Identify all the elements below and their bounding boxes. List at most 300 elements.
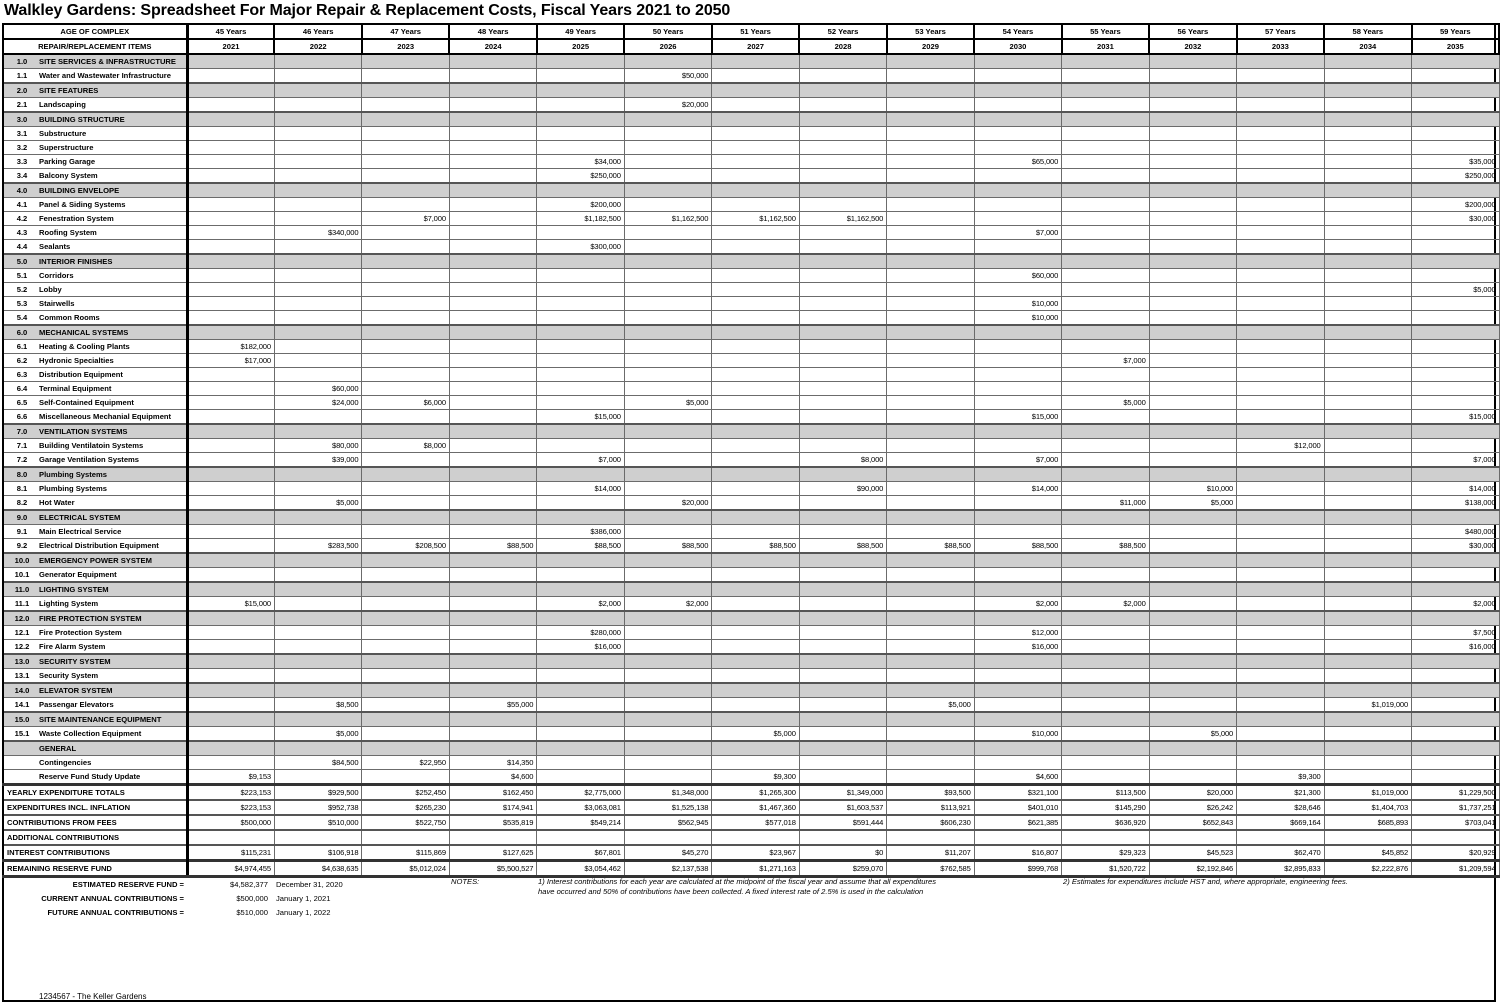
cost-cell[interactable]: [624, 141, 711, 155]
cost-cell[interactable]: [1237, 198, 1324, 212]
summary-cell[interactable]: $549,214: [537, 815, 624, 830]
cost-cell[interactable]: [974, 127, 1061, 141]
cost-cell[interactable]: [887, 354, 974, 368]
cost-cell[interactable]: [1149, 698, 1236, 713]
cost-cell[interactable]: [1237, 83, 1324, 98]
cost-cell[interactable]: $5,000: [1149, 727, 1236, 742]
summary-cell[interactable]: $127,625: [449, 845, 536, 861]
cost-cell[interactable]: [1237, 226, 1324, 240]
cost-cell[interactable]: [362, 283, 449, 297]
cost-cell[interactable]: [974, 396, 1061, 410]
cost-cell[interactable]: [1412, 240, 1499, 255]
cost-cell[interactable]: [1149, 311, 1236, 326]
cost-cell[interactable]: [712, 525, 799, 539]
cost-cell[interactable]: [1237, 525, 1324, 539]
summary-cell[interactable]: $223,153: [187, 785, 274, 801]
cost-cell[interactable]: [1149, 269, 1236, 283]
cost-cell[interactable]: [1324, 283, 1411, 297]
cost-cell[interactable]: [449, 155, 536, 169]
cost-cell[interactable]: [712, 467, 799, 482]
cost-cell[interactable]: [1062, 756, 1149, 770]
cost-cell[interactable]: [1324, 269, 1411, 283]
cost-cell[interactable]: $88,500: [624, 539, 711, 554]
cost-cell[interactable]: [712, 183, 799, 198]
cost-cell[interactable]: [624, 698, 711, 713]
cost-cell[interactable]: [1149, 611, 1236, 626]
cost-cell[interactable]: [1412, 698, 1499, 713]
cost-cell[interactable]: [799, 54, 886, 69]
cost-cell[interactable]: [449, 112, 536, 127]
cost-cell[interactable]: [362, 626, 449, 640]
cost-cell[interactable]: [799, 510, 886, 525]
cost-cell[interactable]: [1149, 453, 1236, 468]
cost-cell[interactable]: [537, 311, 624, 326]
cost-cell[interactable]: [187, 698, 274, 713]
cost-cell[interactable]: [1324, 340, 1411, 354]
summary-cell[interactable]: $265,230: [362, 800, 449, 815]
cost-cell[interactable]: [624, 568, 711, 583]
cost-cell[interactable]: [187, 482, 274, 496]
cost-cell[interactable]: [1237, 212, 1324, 226]
cost-cell[interactable]: [187, 69, 274, 84]
cost-cell[interactable]: [712, 568, 799, 583]
cost-cell[interactable]: [362, 354, 449, 368]
cost-cell[interactable]: $16,000: [1412, 640, 1499, 655]
cost-cell[interactable]: [799, 770, 886, 785]
cost-cell[interactable]: [799, 424, 886, 439]
cost-cell[interactable]: [1237, 183, 1324, 198]
cost-cell[interactable]: [274, 611, 361, 626]
cost-cell[interactable]: $30,000: [1412, 212, 1499, 226]
cost-cell[interactable]: [1149, 112, 1236, 127]
cost-cell[interactable]: [1062, 54, 1149, 69]
cost-cell[interactable]: [1149, 683, 1236, 698]
summary-cell[interactable]: $11,207: [887, 845, 974, 861]
cost-cell[interactable]: [362, 98, 449, 113]
cost-cell[interactable]: [187, 410, 274, 425]
cost-cell[interactable]: [1149, 254, 1236, 269]
cost-cell[interactable]: [712, 382, 799, 396]
cost-cell[interactable]: [1412, 654, 1499, 669]
summary-cell[interactable]: [187, 830, 274, 845]
cost-cell[interactable]: [887, 198, 974, 212]
cost-cell[interactable]: [274, 240, 361, 255]
summary-cell[interactable]: $223,153: [187, 800, 274, 815]
cost-cell[interactable]: [799, 127, 886, 141]
cost-cell[interactable]: [974, 54, 1061, 69]
cost-cell[interactable]: [1412, 83, 1499, 98]
cost-cell[interactable]: $88,500: [1062, 539, 1149, 554]
cost-cell[interactable]: [187, 467, 274, 482]
cost-cell[interactable]: $5,000: [1412, 283, 1499, 297]
summary-cell[interactable]: $113,500: [1062, 785, 1149, 801]
cost-cell[interactable]: [1412, 311, 1499, 326]
cost-cell[interactable]: [624, 525, 711, 539]
cost-cell[interactable]: [537, 424, 624, 439]
cost-cell[interactable]: [624, 240, 711, 255]
cost-cell[interactable]: [1149, 169, 1236, 184]
cost-cell[interactable]: [187, 155, 274, 169]
cost-cell[interactable]: [887, 141, 974, 155]
cost-cell[interactable]: [624, 439, 711, 453]
cost-cell[interactable]: [974, 439, 1061, 453]
cost-cell[interactable]: [362, 83, 449, 98]
cost-cell[interactable]: [362, 568, 449, 583]
cost-cell[interactable]: [537, 467, 624, 482]
cost-cell[interactable]: [1237, 597, 1324, 612]
cost-cell[interactable]: [274, 169, 361, 184]
cost-cell[interactable]: [974, 283, 1061, 297]
cost-cell[interactable]: [712, 424, 799, 439]
cost-cell[interactable]: [1412, 141, 1499, 155]
summary-cell[interactable]: $591,444: [799, 815, 886, 830]
cost-cell[interactable]: [362, 698, 449, 713]
cost-cell[interactable]: [362, 453, 449, 468]
cost-cell[interactable]: [187, 141, 274, 155]
cost-cell[interactable]: [799, 410, 886, 425]
summary-cell[interactable]: $1,603,537: [799, 800, 886, 815]
cost-cell[interactable]: $80,000: [274, 439, 361, 453]
cost-cell[interactable]: [799, 254, 886, 269]
cost-cell[interactable]: [1324, 382, 1411, 396]
cost-cell[interactable]: [1412, 467, 1499, 482]
cost-cell[interactable]: [1324, 553, 1411, 568]
cost-cell[interactable]: [1237, 112, 1324, 127]
cost-cell[interactable]: [1149, 98, 1236, 113]
cost-cell[interactable]: [1237, 340, 1324, 354]
cost-cell[interactable]: [537, 269, 624, 283]
cost-cell[interactable]: [537, 396, 624, 410]
cost-cell[interactable]: [1149, 712, 1236, 727]
cost-cell[interactable]: [1237, 127, 1324, 141]
cost-cell[interactable]: $200,000: [1412, 198, 1499, 212]
cost-cell[interactable]: [712, 155, 799, 169]
cost-cell[interactable]: [274, 311, 361, 326]
cost-cell[interactable]: [1062, 269, 1149, 283]
cost-cell[interactable]: [887, 568, 974, 583]
cost-cell[interactable]: [449, 254, 536, 269]
cost-cell[interactable]: $90,000: [799, 482, 886, 496]
cost-cell[interactable]: [1149, 127, 1236, 141]
cost-cell[interactable]: $60,000: [274, 382, 361, 396]
cost-cell[interactable]: [449, 382, 536, 396]
cost-cell[interactable]: [974, 525, 1061, 539]
cost-cell[interactable]: [887, 597, 974, 612]
cost-cell[interactable]: [1237, 354, 1324, 368]
cost-cell[interactable]: [537, 98, 624, 113]
cost-cell[interactable]: [362, 183, 449, 198]
summary-cell[interactable]: $4,974,455: [187, 861, 274, 877]
cost-cell[interactable]: [274, 553, 361, 568]
cost-cell[interactable]: $7,000: [537, 453, 624, 468]
cost-cell[interactable]: [1237, 141, 1324, 155]
cost-cell[interactable]: $9,153: [187, 770, 274, 785]
cost-cell[interactable]: [274, 183, 361, 198]
cost-cell[interactable]: [712, 311, 799, 326]
cost-cell[interactable]: [799, 198, 886, 212]
summary-cell[interactable]: [1149, 830, 1236, 845]
cost-cell[interactable]: [1412, 669, 1499, 684]
summary-cell[interactable]: [1062, 830, 1149, 845]
summary-cell[interactable]: $510,000: [274, 815, 361, 830]
cost-cell[interactable]: [449, 340, 536, 354]
cost-cell[interactable]: $1,162,500: [712, 212, 799, 226]
summary-cell[interactable]: $45,270: [624, 845, 711, 861]
cost-cell[interactable]: $4,600: [449, 770, 536, 785]
cost-cell[interactable]: [887, 269, 974, 283]
cost-cell[interactable]: $14,000: [537, 482, 624, 496]
cost-cell[interactable]: [887, 340, 974, 354]
cost-cell[interactable]: [274, 254, 361, 269]
cost-cell[interactable]: [712, 283, 799, 297]
cost-cell[interactable]: [1237, 410, 1324, 425]
cost-cell[interactable]: [537, 354, 624, 368]
cost-cell[interactable]: [1324, 482, 1411, 496]
cost-cell[interactable]: [187, 553, 274, 568]
cost-cell[interactable]: [537, 727, 624, 742]
cost-cell[interactable]: [624, 382, 711, 396]
cost-cell[interactable]: [887, 69, 974, 84]
cost-cell[interactable]: [1324, 640, 1411, 655]
summary-cell[interactable]: $0: [799, 845, 886, 861]
cost-cell[interactable]: [1237, 283, 1324, 297]
cost-cell[interactable]: [449, 311, 536, 326]
cost-cell[interactable]: [362, 582, 449, 597]
cost-cell[interactable]: [974, 254, 1061, 269]
cost-cell[interactable]: [362, 712, 449, 727]
cost-cell[interactable]: [537, 770, 624, 785]
cost-cell[interactable]: [1324, 727, 1411, 742]
cost-cell[interactable]: [187, 127, 274, 141]
cost-cell[interactable]: [887, 155, 974, 169]
cost-cell[interactable]: [1237, 382, 1324, 396]
cost-cell[interactable]: [974, 240, 1061, 255]
cost-cell[interactable]: [887, 496, 974, 511]
cost-cell[interactable]: [274, 368, 361, 382]
cost-cell[interactable]: $50,000: [624, 69, 711, 84]
cost-cell[interactable]: [1237, 240, 1324, 255]
cost-cell[interactable]: [1237, 254, 1324, 269]
cost-cell[interactable]: [1324, 155, 1411, 169]
cost-cell[interactable]: $10,000: [1149, 482, 1236, 496]
cost-cell[interactable]: $24,000: [274, 396, 361, 410]
cost-cell[interactable]: [1149, 340, 1236, 354]
cost-cell[interactable]: $280,000: [537, 626, 624, 640]
cost-cell[interactable]: [799, 568, 886, 583]
cost-cell[interactable]: [187, 510, 274, 525]
cost-cell[interactable]: [187, 568, 274, 583]
cost-cell[interactable]: [1324, 770, 1411, 785]
cost-cell[interactable]: [187, 254, 274, 269]
cost-cell[interactable]: [887, 640, 974, 655]
cost-cell[interactable]: [712, 169, 799, 184]
cost-cell[interactable]: [1062, 226, 1149, 240]
summary-cell[interactable]: $1,209,594: [1412, 861, 1499, 877]
cost-cell[interactable]: $7,500: [1412, 626, 1499, 640]
cost-cell[interactable]: [449, 54, 536, 69]
cost-cell[interactable]: [362, 467, 449, 482]
summary-cell[interactable]: [1237, 830, 1324, 845]
cost-cell[interactable]: [187, 626, 274, 640]
cost-cell[interactable]: [624, 297, 711, 311]
cost-cell[interactable]: [1324, 69, 1411, 84]
cost-cell[interactable]: [624, 770, 711, 785]
cost-cell[interactable]: $8,500: [274, 698, 361, 713]
cost-cell[interactable]: [362, 112, 449, 127]
cost-cell[interactable]: [799, 640, 886, 655]
cost-cell[interactable]: $15,000: [1412, 410, 1499, 425]
cost-cell[interactable]: [187, 198, 274, 212]
cost-cell[interactable]: $12,000: [1237, 439, 1324, 453]
cost-cell[interactable]: [1324, 582, 1411, 597]
cost-cell[interactable]: [1062, 568, 1149, 583]
cost-cell[interactable]: [449, 240, 536, 255]
summary-cell[interactable]: $115,869: [362, 845, 449, 861]
cost-cell[interactable]: $7,000: [362, 212, 449, 226]
summary-cell[interactable]: $5,500,527: [449, 861, 536, 877]
cost-cell[interactable]: [274, 283, 361, 297]
cost-cell[interactable]: [449, 640, 536, 655]
cost-cell[interactable]: [274, 525, 361, 539]
cost-cell[interactable]: [1412, 112, 1499, 127]
cost-cell[interactable]: $2,000: [624, 597, 711, 612]
cost-cell[interactable]: $283,500: [274, 539, 361, 554]
summary-cell[interactable]: $685,893: [1324, 815, 1411, 830]
cost-cell[interactable]: [1237, 756, 1324, 770]
cost-cell[interactable]: [624, 669, 711, 684]
cost-cell[interactable]: [1324, 396, 1411, 410]
cost-cell[interactable]: [974, 382, 1061, 396]
cost-cell[interactable]: $35,000: [1412, 155, 1499, 169]
cost-cell[interactable]: [362, 496, 449, 511]
cost-cell[interactable]: [1149, 226, 1236, 240]
cost-cell[interactable]: [799, 340, 886, 354]
cost-cell[interactable]: [712, 354, 799, 368]
cost-cell[interactable]: $7,000: [1062, 354, 1149, 368]
cost-cell[interactable]: [537, 283, 624, 297]
cost-cell[interactable]: [799, 112, 886, 127]
cost-cell[interactable]: [1062, 424, 1149, 439]
cost-cell[interactable]: [1062, 240, 1149, 255]
cost-cell[interactable]: [1062, 626, 1149, 640]
cost-cell[interactable]: [362, 770, 449, 785]
cost-cell[interactable]: [537, 582, 624, 597]
cost-cell[interactable]: [712, 226, 799, 240]
cost-cell[interactable]: [1324, 539, 1411, 554]
summary-cell[interactable]: $23,967: [712, 845, 799, 861]
cost-cell[interactable]: [1149, 297, 1236, 311]
cost-cell[interactable]: [187, 368, 274, 382]
cost-cell[interactable]: [1237, 741, 1324, 756]
cost-cell[interactable]: [537, 611, 624, 626]
summary-cell[interactable]: $762,585: [887, 861, 974, 877]
cost-cell[interactable]: [1412, 98, 1499, 113]
cost-cell[interactable]: [887, 727, 974, 742]
cost-cell[interactable]: $88,500: [712, 539, 799, 554]
cost-cell[interactable]: [887, 741, 974, 756]
cost-cell[interactable]: [187, 727, 274, 742]
cost-cell[interactable]: [1324, 510, 1411, 525]
cost-cell[interactable]: [887, 98, 974, 113]
cost-cell[interactable]: [1237, 611, 1324, 626]
cost-cell[interactable]: [624, 112, 711, 127]
cost-cell[interactable]: [1237, 553, 1324, 568]
cost-cell[interactable]: [887, 553, 974, 568]
cost-cell[interactable]: [624, 127, 711, 141]
cost-cell[interactable]: [362, 683, 449, 698]
cost-cell[interactable]: [449, 553, 536, 568]
summary-cell[interactable]: $115,231: [187, 845, 274, 861]
summary-cell[interactable]: $16,807: [974, 845, 1061, 861]
summary-cell[interactable]: $3,063,081: [537, 800, 624, 815]
summary-cell[interactable]: $20,000: [1149, 785, 1236, 801]
cost-cell[interactable]: [187, 183, 274, 198]
cost-cell[interactable]: [187, 582, 274, 597]
cost-cell[interactable]: [537, 741, 624, 756]
cost-cell[interactable]: $11,000: [1062, 496, 1149, 511]
cost-cell[interactable]: [887, 112, 974, 127]
cost-cell[interactable]: [712, 240, 799, 255]
summary-cell[interactable]: [274, 830, 361, 845]
cost-cell[interactable]: $10,000: [974, 297, 1061, 311]
cost-cell[interactable]: $5,000: [887, 698, 974, 713]
cost-cell[interactable]: [624, 640, 711, 655]
summary-cell[interactable]: $67,801: [537, 845, 624, 861]
cost-cell[interactable]: [887, 325, 974, 340]
cost-cell[interactable]: [624, 410, 711, 425]
cost-cell[interactable]: [1324, 611, 1411, 626]
cost-cell[interactable]: [1324, 297, 1411, 311]
cost-cell[interactable]: [624, 683, 711, 698]
cost-cell[interactable]: $1,182,500: [537, 212, 624, 226]
cost-cell[interactable]: [1062, 155, 1149, 169]
summary-cell[interactable]: $145,290: [1062, 800, 1149, 815]
cost-cell[interactable]: $5,000: [1062, 396, 1149, 410]
cost-cell[interactable]: [187, 453, 274, 468]
cost-cell[interactable]: [1324, 354, 1411, 368]
cost-cell[interactable]: [362, 340, 449, 354]
cost-cell[interactable]: [274, 98, 361, 113]
cost-cell[interactable]: [624, 325, 711, 340]
cost-cell[interactable]: [1324, 424, 1411, 439]
cost-cell[interactable]: [449, 453, 536, 468]
cost-cell[interactable]: [187, 269, 274, 283]
cost-cell[interactable]: $84,500: [274, 756, 361, 770]
cost-cell[interactable]: $88,500: [974, 539, 1061, 554]
cost-cell[interactable]: [449, 510, 536, 525]
cost-cell[interactable]: [1062, 741, 1149, 756]
summary-cell[interactable]: [1412, 830, 1499, 845]
cost-cell[interactable]: [974, 582, 1061, 597]
summary-cell[interactable]: $106,918: [274, 845, 361, 861]
cost-cell[interactable]: [274, 770, 361, 785]
cost-cell[interactable]: [887, 510, 974, 525]
cost-cell[interactable]: [1412, 269, 1499, 283]
cost-cell[interactable]: [1324, 127, 1411, 141]
cost-cell[interactable]: [1149, 510, 1236, 525]
cost-cell[interactable]: [974, 169, 1061, 184]
cost-cell[interactable]: [1062, 311, 1149, 326]
cost-cell[interactable]: [537, 69, 624, 84]
cost-cell[interactable]: [1149, 325, 1236, 340]
cost-cell[interactable]: $1,162,500: [799, 212, 886, 226]
cost-cell[interactable]: [1324, 325, 1411, 340]
cost-cell[interactable]: [187, 112, 274, 127]
cost-cell[interactable]: [799, 382, 886, 396]
cost-cell[interactable]: [274, 683, 361, 698]
cost-cell[interactable]: [1324, 654, 1411, 669]
cost-cell[interactable]: [974, 183, 1061, 198]
